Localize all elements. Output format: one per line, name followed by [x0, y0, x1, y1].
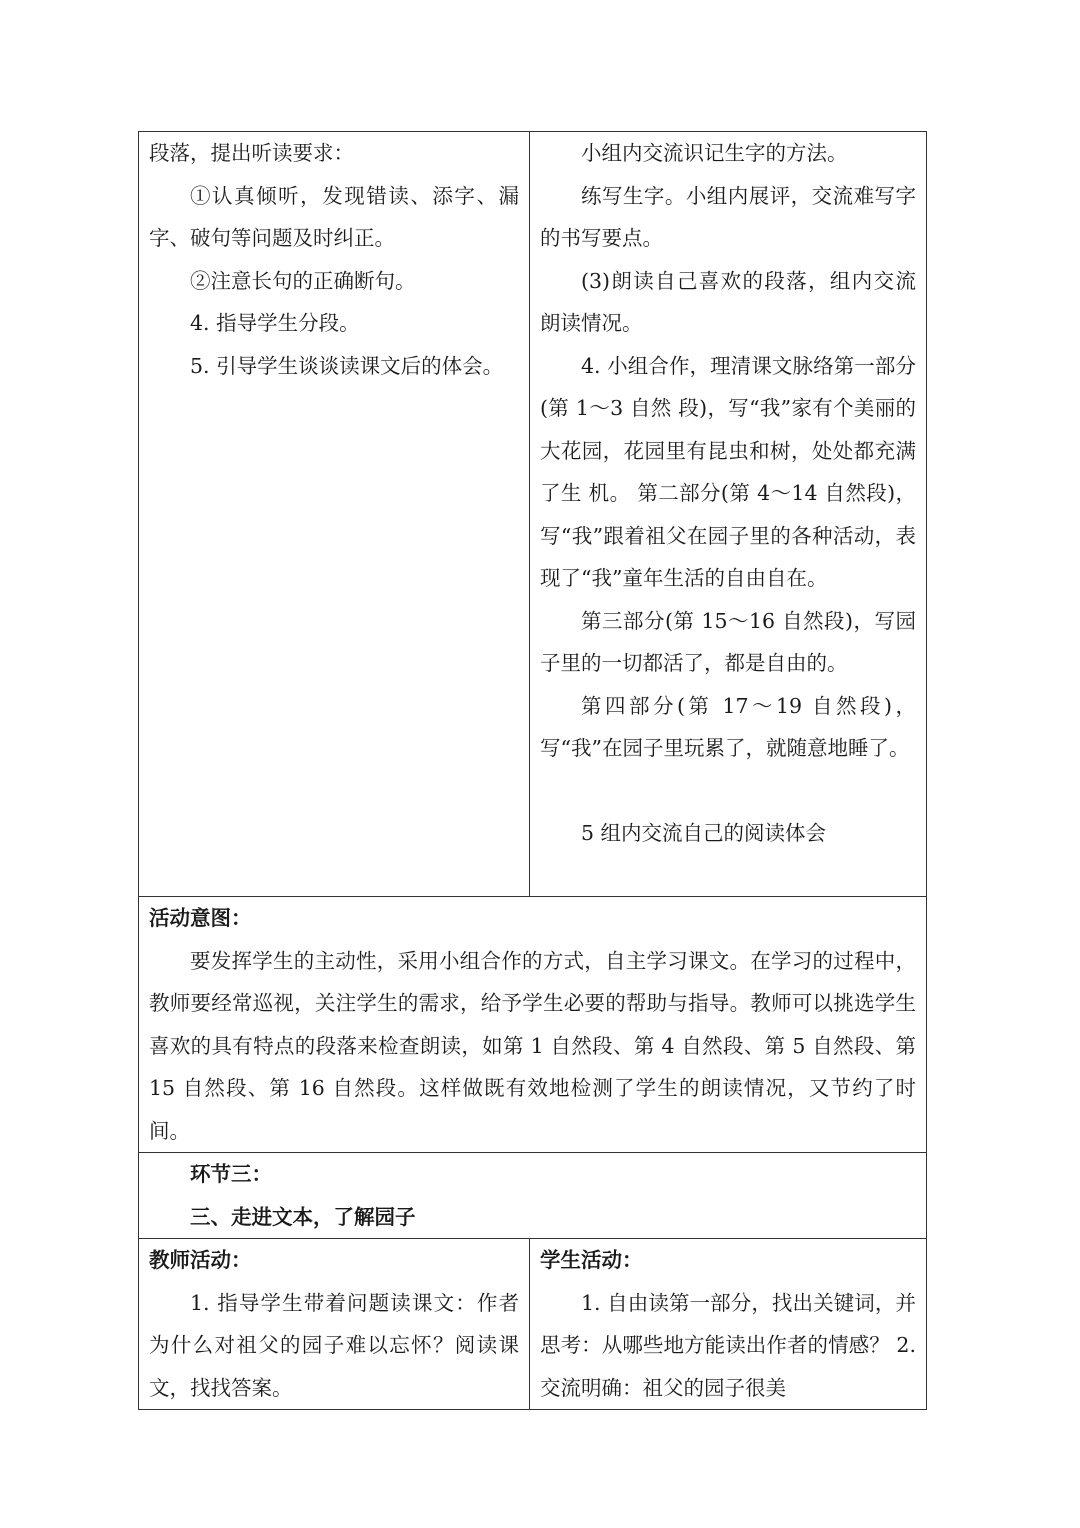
student-line-7: 5 组内交流自己的阅读体会	[581, 821, 827, 845]
student-activity-cell	[530, 132, 927, 897]
teacher-activities-cell	[139, 1239, 530, 1410]
intent-body: 要发挥学生的主动性，采用小组合作的方式，自主学习课文。在学习的过程中，教师要经常巡视，关注学生的需求，给予学生必要的帮助与指导。教师可以挑选学生喜欢的具有特点的段落来检查朗读，如第 1 自然段、第 4 自然段、第 5 自然段、第 15 自然段、第 16 自然段。这样做既有效地检测了学生的朗读情况，又节约了时间。	[149, 948, 916, 1143]
intent-heading: 活动意图：	[149, 906, 252, 930]
section-label: 环节三：	[190, 1162, 272, 1186]
lesson-plan-table	[138, 131, 927, 1410]
student-line-5: 第三部分(第 15～16 自然段)，写园子里的一切都活了，都是自由的。	[540, 608, 916, 675]
blank-line	[540, 770, 916, 813]
student-heading: 学生活动：	[540, 1248, 643, 1272]
teacher-activity-cell	[139, 132, 530, 897]
intent-row	[139, 897, 927, 1153]
student-line-3: (3)朗读自己喜欢的段落，组内交流朗读情况。	[540, 268, 916, 335]
activity-row	[139, 132, 927, 897]
teacher-line-3: ②注意长句的正确断句。	[190, 268, 416, 293]
teacher-item: 1. 指导学生带着问题读课文：作者为什么对祖父的园子难以忘怀？阅读课文，找找答案。	[149, 1290, 519, 1400]
section-row	[139, 1153, 927, 1239]
student-line-6: 第四部分(第 17～19 自然段)，写“我”在园子里玩累了，就随意地睡了。	[540, 693, 916, 760]
activities-row	[139, 1239, 927, 1410]
student-activities-cell	[530, 1239, 927, 1410]
teacher-line-2: ①认真倾听，发现错读、添字、漏字、破句等问题及时纠正。	[149, 183, 519, 250]
student-line-4: 4. 小组合作，理清课文脉络第一部分(第 1～3 自然 段)，写“我”家有个美丽的大花园，花园里有昆虫和树，处处都充满了生 机。 第二部分(第 4～14 自然段)，写“我”跟着祖父在园子里的各种活动，表现了“我”童年生活的自由自在。	[540, 353, 916, 590]
student-item: 1. 自由读第一部分，找出关键词，并思考：从哪些地方能读出作者的情感？ 2. 交流明确：祖父的园子很美	[540, 1290, 916, 1400]
section-cell	[139, 1153, 927, 1239]
student-line-2: 练写生字。小组内展评，交流难写字的书写要点。	[540, 183, 916, 250]
section-title: 三、走进文本，了解园子	[190, 1204, 416, 1229]
teacher-heading: 教师活动：	[149, 1248, 252, 1272]
teacher-line-1: 段落，提出听读要求：	[149, 141, 354, 165]
teacher-line-4: 4. 指导学生分段。	[190, 311, 360, 335]
teacher-line-5: 5. 引导学生谈谈读课文后的体会。	[190, 353, 504, 378]
intent-cell	[139, 897, 927, 1153]
student-line-1: 小组内交流识记生字的方法。	[581, 141, 848, 165]
